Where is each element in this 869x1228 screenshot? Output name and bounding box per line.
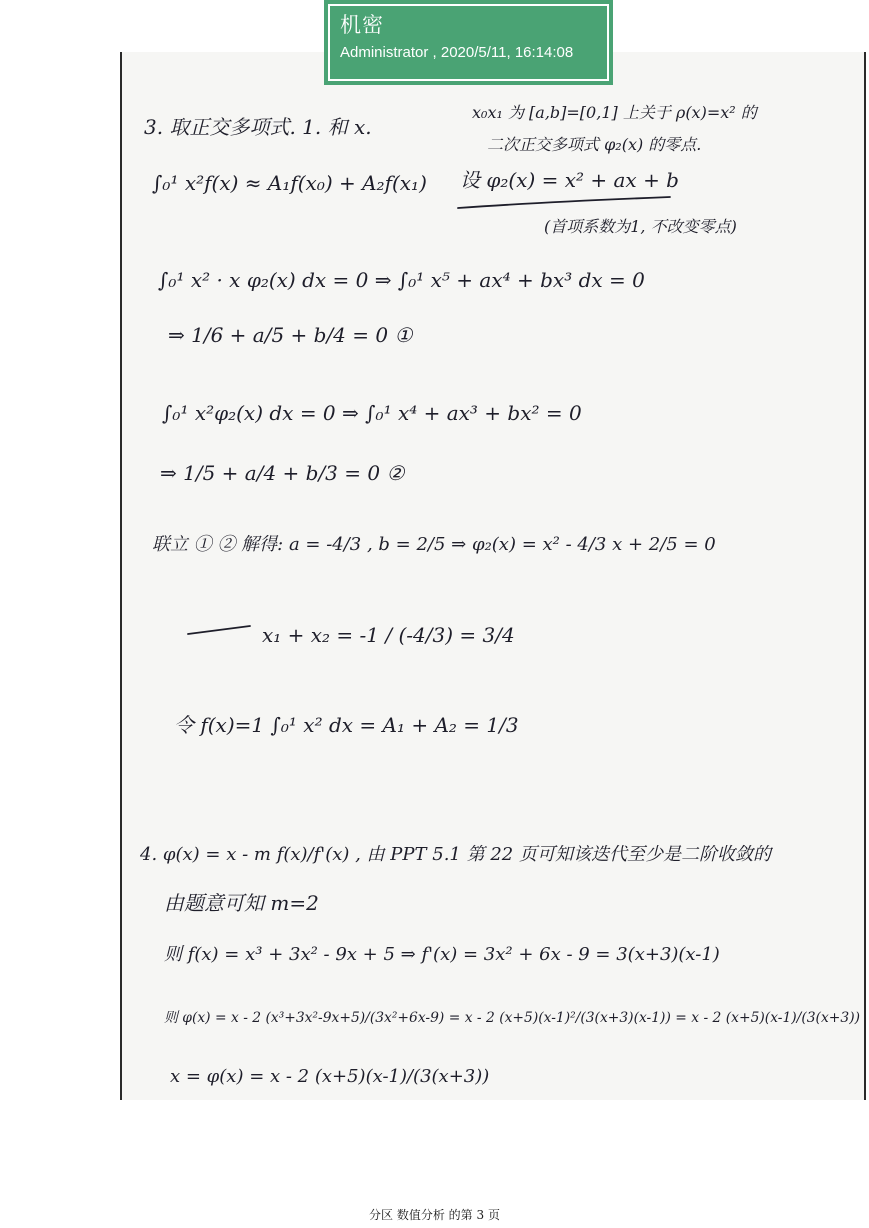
hw-line-eq2: ⇒ 1/5 + a/4 + b/3 = 0 ②	[160, 461, 405, 485]
hw-line-iteration: 则 φ(x) = x - 2 (x³+3x²-9x+5)/(3x²+6x-9) = x - 2 (x+5)(x-1)²/(3(x+3)(x-1)) = x - 2 (x+5)(x-1)/(3(x+3))	[164, 1010, 860, 1026]
hw-line-problem3-note2: 二次正交多项式 φ₂(x) 的零点.	[487, 135, 702, 154]
hw-line-problem3-title: 3. 取正交多项式. 1. 和 x.	[144, 115, 372, 139]
handwriting-canvas	[122, 52, 868, 1100]
hw-line-fixed-point: x = φ(x) = x - 2 (x+5)(x-1)/(3(x+3))	[170, 1066, 490, 1087]
hw-line-problem4-title: 4. φ(x) = x - m f(x)/f'(x) , 由 PPT 5.1 第 22 页可知该迭代至少是二阶收敛的	[140, 844, 771, 865]
hw-line-m-value: 由题意可知 m=2	[164, 891, 319, 915]
hw-line-note-leading: (首项系数为1, 不改变零点)	[544, 217, 737, 236]
handwritten-scan	[120, 52, 866, 1100]
hw-line-quadrature: ∫₀¹ x²f(x) ≈ A₁f(x₀) + A₂f(x₁)	[152, 171, 427, 195]
hw-underline	[458, 197, 670, 208]
hw-strikeout	[188, 626, 250, 634]
confidential-watermark	[324, 0, 613, 85]
hw-line-weights: 令 f(x)=1 ∫₀¹ x² dx = A₁ + A₂ = 1/3	[174, 713, 519, 737]
watermark-meta: Administrator , 2020/5/11, 16:14:08	[340, 44, 574, 61]
hw-line-sum-roots: x₁ + x₂ = -1 / (-4/3) = 3/4	[262, 623, 515, 647]
page-footer: 分区 数值分析 的第 3 页	[369, 1208, 500, 1222]
hw-line-derivative: 则 f(x) = x³ + 3x² - 9x + 5 ⇒ f'(x) = 3x² + 6x - 9 = 3(x+3)(x-1)	[164, 944, 720, 965]
watermark-title: 机密	[340, 13, 384, 37]
hw-line-eq1-integral: ∫₀¹ x² · x φ₂(x) dx = 0 ⇒ ∫₀¹ x⁵ + ax⁴ + bx³ dx = 0	[158, 268, 645, 292]
watermark-border	[328, 4, 609, 81]
hw-line-eq1: ⇒ 1/6 + a/5 + b/4 = 0 ①	[168, 323, 413, 347]
hw-line-set-phi: 设 φ₂(x) = x² + ax + b	[460, 168, 679, 192]
hw-line-problem3-note1: x₀x₁ 为 [a,b]=[0,1] 上关于 ρ(x)=x² 的	[472, 103, 757, 122]
hw-line-solve: 联立 ① ② 解得: a = -4/3 , b = 2/5 ⇒ φ₂(x) = x² - 4/3 x + 2/5 = 0	[152, 534, 716, 555]
hw-line-eq2-integral: ∫₀¹ x²φ₂(x) dx = 0 ⇒ ∫₀¹ x⁴ + ax³ + bx² = 0	[162, 401, 582, 425]
